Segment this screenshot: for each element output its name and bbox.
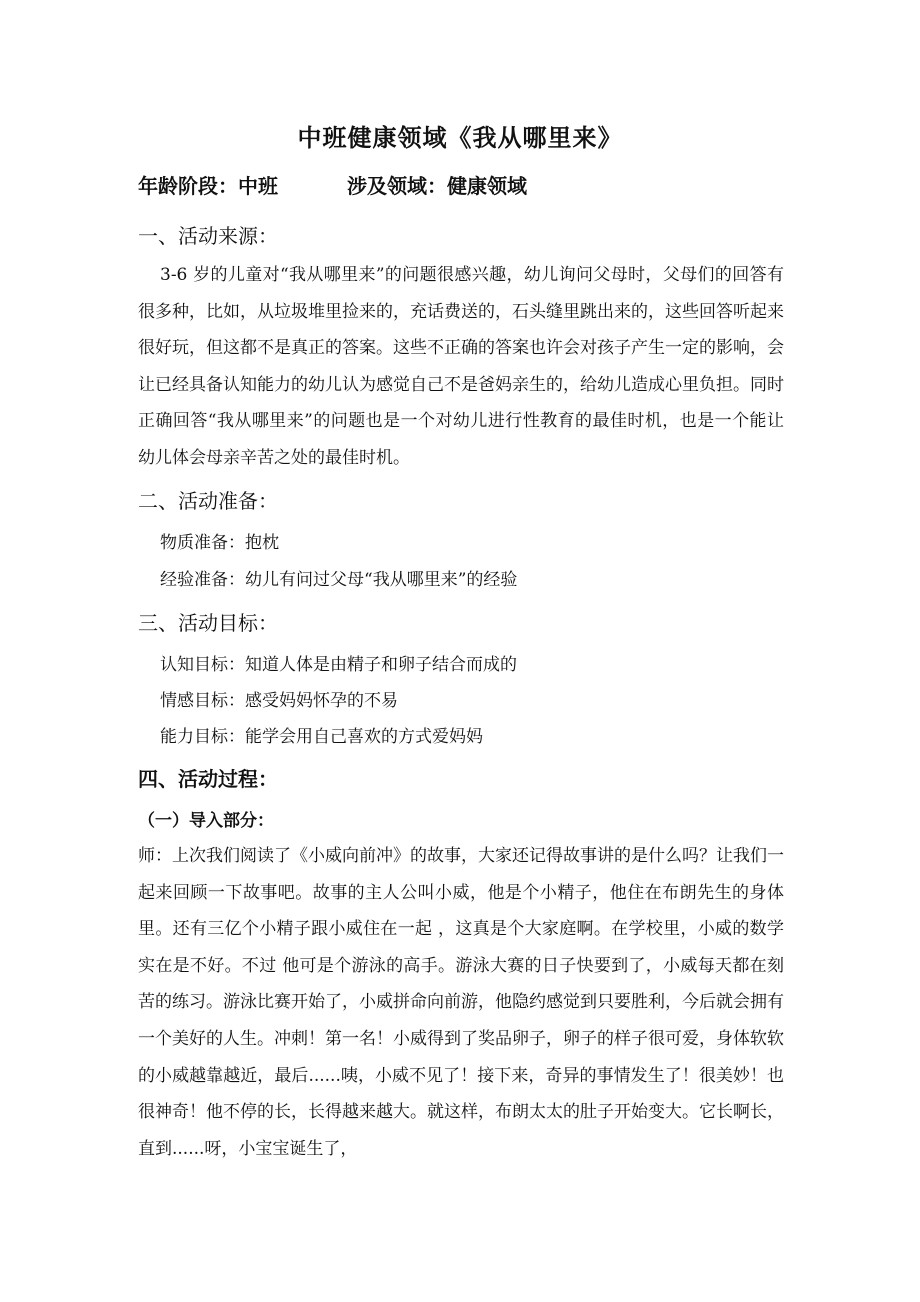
preparation-material: 物质准备：抱枕 [160, 533, 279, 553]
subheading-intro: （一）导入部分： [138, 811, 274, 831]
goal-cognitive: 认知目标：知道人体是由精子和卵子结合而成的 [160, 655, 517, 675]
age-stage: 年龄阶段：中班 [138, 174, 278, 198]
intro-paragraph: 师：上次我们阅读了《小威向前冲》的故事，大家还记得故事讲的是什么吗？让我们一起来回顾一下故事吧。故事的主人公叫小威，他是个小精子，他住在布朗先生的身体里。还有三亿个小精子跟小威住在一起 ，这真是个大家庭啊。在学校里，小威的数学实在是不好。不过 他可是个游泳的高手。游泳大赛的日子快要到了，小威每天都在刻苦的练习。游泳比赛开始了，小威拼命向前游，他隐约感觉到只要胜利，今后就会拥有一个美好的人生。冲刺！第一名！小威得到了奖品卵子，卵子的样子很可爱，身体软软的小威越靠越近，最后......咦，小威不见了！接下来，奇异的事情发生了！很美妙！也很神奇！他不停的长，长得越来越大。就这样，布朗太太的肚子开始变大。它长啊长，直到......呀，小宝宝诞生了， [138, 846, 784, 1159]
preparation-experience: 经验准备：幼儿有问过父母“我从哪里来”的经验 [160, 570, 518, 590]
involved-domain: 涉及领域：健康领域 [346, 174, 527, 198]
section-heading-process: 四、活动过程： [138, 767, 278, 791]
source-paragraph: 3-6 岁的儿童对“我从哪里来”的问题很感兴趣，幼儿询问父母时，父母们的回答有很多种，比如，从垃圾堆里捡来的，充话费送的，石头缝里跳出来的，这些回答听起来很好玩，但这都不是真正的答案。这些不正确的答案也许会对孩子产生一定的影响，会让已经具备认知能力的幼儿认为感觉自己不是爸妈亲生的，给幼儿造成心里负担。同时正确回答“我从哪里来”的问题也是一个对幼儿进行性教育的最佳时机，也是一个能让幼儿体会母亲辛苦之处的最佳时机。 [138, 265, 784, 468]
goal-emotional: 情感目标：感受妈妈怀孕的不易 [160, 691, 398, 711]
meta-line [138, 170, 527, 199]
section-heading-preparation: 二、活动准备： [138, 489, 278, 513]
document-title: 中班健康领域《我从哪里来》 [297, 123, 623, 152]
goal-ability: 能力目标：能学会用自己喜欢的方式爱妈妈 [160, 727, 483, 747]
section-heading-source: 一、活动来源： [138, 224, 278, 248]
section-heading-goals: 三、活动目标： [138, 611, 278, 635]
